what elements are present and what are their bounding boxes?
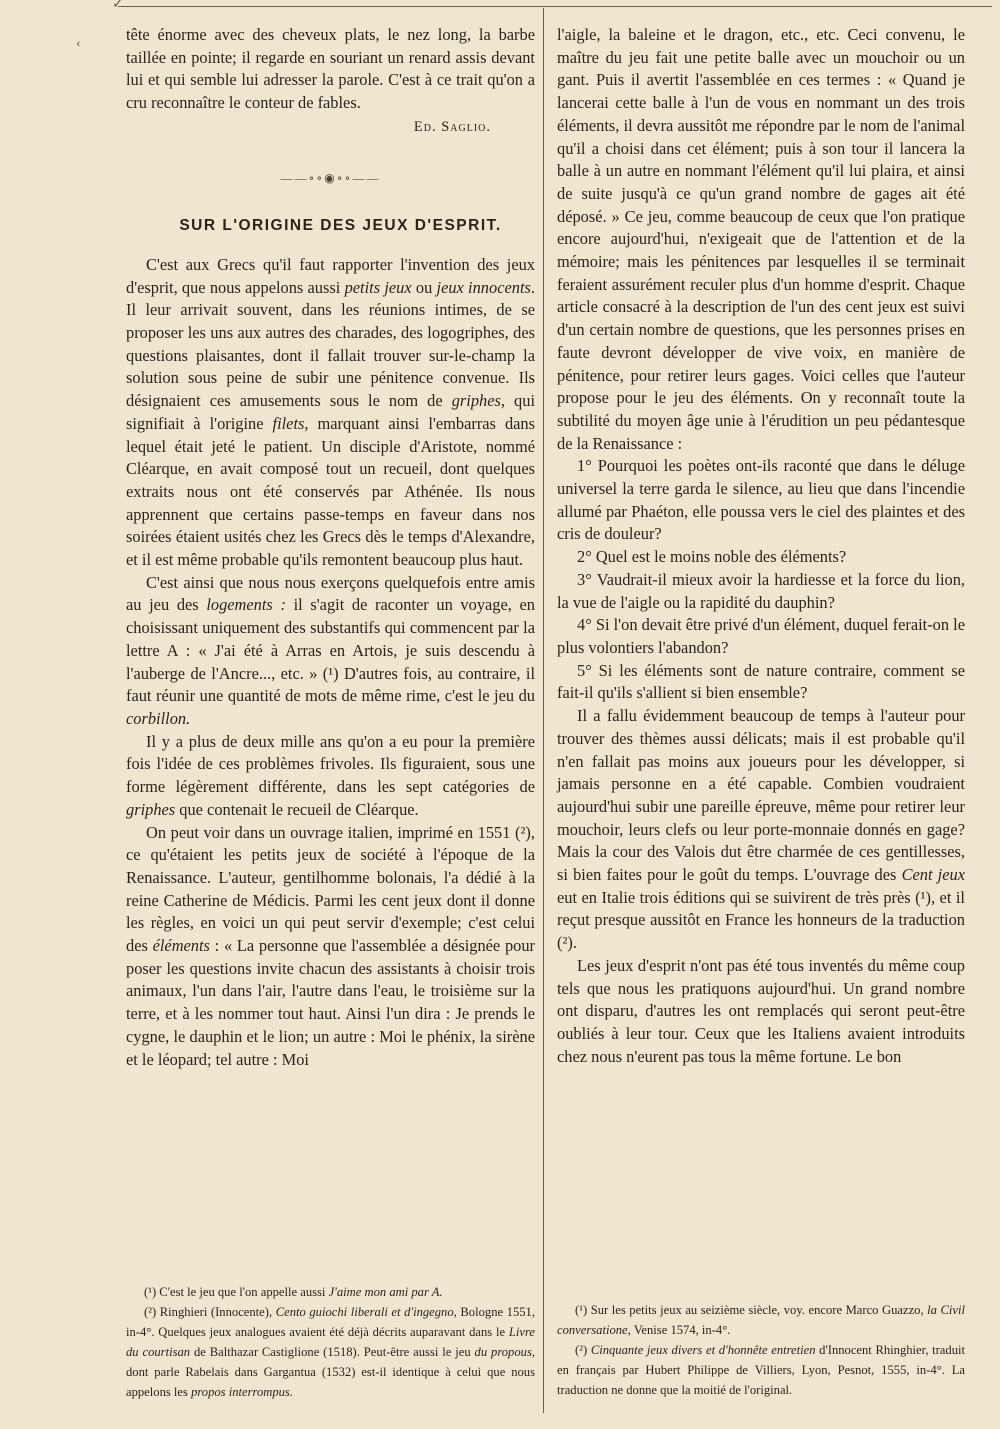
left-footnotes [126, 1282, 535, 1402]
left-column [126, 24, 535, 1071]
right-column [557, 24, 965, 1068]
footnote: (¹) C'est le jeu que l'on appelle aussi J'aime mon ami par A. [144, 1285, 443, 1299]
footnote: (²) Ringhieri (Innocente), Cento guiochi liberali et d'ingegno, Bologne 1551, in-4°. Quelques jeux analogues avaient été déjà décrits auparavant dans le Livre du courtisan de Balthazar Castiglione (1518). Peut-être aussi le jeu du propous, dont parle Rabelais dans Gargantua (1532) est-il identique à celui que nous appelons les propos interrompus. [126, 1305, 536, 1399]
author-signature: Ed. Saglio. [413, 118, 491, 135]
paragraph: Il a fallu évidemment beaucoup de temps à l'auteur pour trouver des thèmes aussi délicats; mais il est probable qu'il n'en fallait pas moins aux joueurs pour les développer, si jamais personne en a été capable. Combien voudraient aujourd'hui subir une pareille épreuve, même pour retirer leur mouchoir, leurs clefs ou leur porte-monnaie donnés en gage? Mais la cour des Valois dut être charmée de ces gentillesses, si bien faites pour le goût du temps. L'ouvrage des Cent jeux eut en Italie trois éditions qui se suivirent de très près (¹), et il reçut presque aussitôt en France les honneurs de la traduction (²). [557, 706, 965, 953]
top-rule [118, 6, 992, 7]
question-item: 1° Pourquoi les poètes ont-ils raconté que dans le déluge universel la terre garda le silence, au lieu que dans l'incendie allumé par Phaéton, elle poussa vers le ciel des plaintes et des cris de douleur? [557, 456, 965, 544]
paragraph: C'est ainsi que nous nous exerçons quelquefois entre amis au jeu des logements : il s'agit de raconter un voyage, en choisissant uniquement des substantifs qui commencent par la lettre A : « J'ai été à Arras en Artois, je suis descendu à l'auberge de l'Ancre..., etc. » (¹) D'autres fois, au contraire, il faut réunir une quantité de mots de même rime, c'est le jeu du corbillon. [126, 572, 535, 728]
intro-paragraph: tête énorme avec des cheveux plats, le nez long, la barbe taillée en pointe; il regarde en souriant un renard assis devant lui et qui semble lui adresser la parole. C'est à ce trait qu'on a cru reconnaître le conteur de fables. [126, 25, 535, 113]
paragraph: Il y a plus de deux mille ans qu'on a eu pour la première fois l'idée de ces problèmes frivoles. Ils figuraient, sous une forme légèrement différente, dans les sept catégories de griphes que contenait le recueil de Cléarque. [126, 731, 535, 819]
margin-mark: ‹ [76, 36, 81, 51]
article-heading: SUR L'ORIGINE DES JEUX D'ESPRIT. [179, 217, 502, 235]
footnote: (¹) Sur les petits jeux au seizième siècle, voy. encore Marco Guazzo, la Civil conversatione, Venise 1574, in-4°. [557, 1303, 965, 1337]
paragraph: l'aigle, la baleine et le dragon, etc., etc. Ceci convenu, le maître du jeu fait une petite balle avec un mouchoir ou un gant. Puis il avertit l'assemblée en ces termes : « Quand je lancerai cette balle à l'un de vous en nommant un des trois éléments, il devra aussitôt me répondre par le nom de l'animal qu'il a choisi dans cet élément; puis à son tour il lancera la balle à un autre en nommant l'élément qu'il lui plaira, et ainsi de suite jusqu'à ce qu'un grand nombre de gages ait été déposé. » Ce jeu, comme beaucoup de ceux que l'on pratique encore aujourd'hui, n'exigeait que de l'attention et de la mémoire; mais les pénitences par lesquelles il se terminait feraient assurément reculer plus d'un homme d'esprit. Chaque article consacré à la description de l'un des cent jeux est suivi d'un certain nombre de questions, que les personnes prises en faute devront développer de vive voix, en manière de pénitence, pour retirer leurs gages. Voici celles que l'auteur propose pour le jeu des éléments. On y reconnaît toute la subtilité du moyen âge unie à l'érudition un peu pédantesque de la Renaissance : [557, 25, 965, 453]
footnote: (²) Cinquante jeux divers et d'honnête entretien d'Innocent Rhinghier, traduit en français par Hubert Philippe de Villiers, Lyon, Pesnot, 1555, in-4°. La traduction ne donne que la moitié de l'original. [557, 1343, 965, 1397]
paragraph: On peut voir dans un ouvrage italien, imprimé en 1551 (²), ce qu'étaient les petits jeux de société à l'époque de la Renaissance. L'auteur, gentilhomme bolonais, l'a dédié à la reine Catherine de Médicis. Parmi les cent jeux dont il donne les règles, en voici un qui peut servir d'exemple; c'est celui des éléments : « La personne que l'assemblée a désignée pour poser les questions invite chacun des assistants à choisir trois animaux, l'un dans l'air, l'autre dans l'eau, le troisième sur la terre, et à les nommer tout haut. Ainsi l'un dira : Je prends le cygne, le dauphin et le lion; un autre : Moi le phénix, la sirène et le léopard; tel autre : Moi [126, 822, 535, 1069]
question-item: 5° Si les éléments sont de nature contraire, comment se fait-il qu'ils s'allient si bien ensemble? [557, 660, 965, 703]
question-item: 3° Vaudrait-il mieux avoir la hardiesse et la force du lion, la vue de l'aigle ou la rapidité du dauphin? [557, 569, 965, 612]
column-divider [543, 8, 544, 1413]
question-item: 2° Quel est le moins noble des éléments? [577, 547, 847, 567]
paragraph: Les jeux d'esprit n'ont pas été tous inventés du même coup tels que nous les pratiquons aujourd'hui. Un grand nombre ont disparu, d'autres les ont remplacés qui seront peut-être oubliés à leur tour. Ceux que les Italiens avaient introduits chez nous n'eurent pas tous la même fortune. Le bon [557, 955, 965, 1066]
fleuron-ornament: ——∘∘◉∘∘—— [280, 170, 381, 185]
margin-mark: ✓ [112, 0, 124, 12]
question-item: 4° Si l'on devait être privé d'un élément, duquel ferait-on le plus volontiers l'abandon? [557, 615, 965, 657]
paragraph: C'est aux Grecs qu'il faut rapporter l'invention des jeux d'esprit, que nous appelons aussi petits jeux ou jeux innocents. Il leur arrivait souvent, dans les réunions intimes, de se proposer les uns aux autres des charades, des logogriphes, des questions plaisantes, dont il fallait trouver sur-le-champ la solution sous peine de subir une pénitence convenue. Ils désignaient ces amusements sous le nom de griphes, qui signifiait à l'origine filets, marquant ainsi l'embarras dans lequel était jeté le patient. Un disciple d'Aristote, nommé Cléarque, en avait composé tout un recueil, dont quelques extraits nous ont été conservés par Athénée. Ils nous apprennent que certains passe-temps en faveur dans nos soirées étaient usités chez les Grecs dès le temps d'Alexandre, et il est même probable qu'ils remontent beaucoup plus haut. [126, 254, 536, 570]
right-footnotes [557, 1300, 965, 1400]
